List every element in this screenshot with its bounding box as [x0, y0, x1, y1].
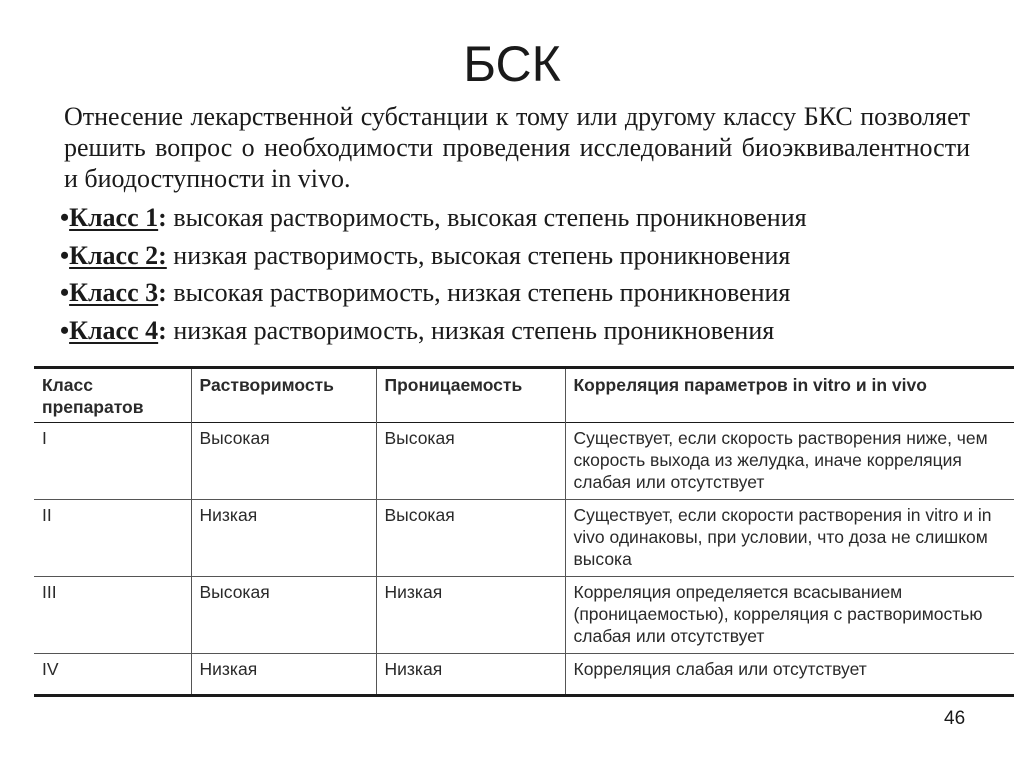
table-row: [34, 654, 1014, 695]
cell-solubility: Высокая: [191, 423, 376, 500]
class-colon: :: [158, 315, 167, 345]
bullet: •: [60, 240, 70, 270]
class-description: низкая растворимость, низкая степень проникновения: [166, 315, 775, 345]
list-item: [60, 199, 990, 237]
class-list: [60, 199, 990, 349]
class-colon: :: [158, 203, 167, 232]
cell-class: I: [34, 423, 191, 500]
header-permeability: Проницаемость: [376, 369, 565, 423]
list-item: [60, 274, 990, 312]
bullet: •: [60, 315, 70, 345]
class-label: Класс 4: [69, 315, 159, 345]
list-item: [60, 312, 990, 350]
header-correlation: Корреляция параметров in vitro и in vivo: [565, 369, 1014, 423]
cell-permeability: Низкая: [376, 654, 565, 695]
cell-class: III: [34, 577, 191, 654]
header-class: Класс препаратов: [42, 375, 144, 417]
class-colon: :: [158, 278, 167, 307]
class-label: Класс 1: [69, 203, 159, 232]
cell-permeability: Низкая: [376, 577, 565, 654]
bullet: •: [60, 278, 70, 307]
cell-permeability: Высокая: [376, 500, 565, 577]
cell-solubility: Высокая: [191, 577, 376, 654]
page-title: БСК: [463, 36, 561, 92]
cell-correlation: Существует, если скорость растворения ниже, чем скорость выхода из желудка, иначе корреляция слабая или отсутствует: [565, 423, 1014, 500]
cell-class: II: [34, 500, 191, 577]
class-description: высокая растворимость, высокая степень проникновения: [166, 203, 807, 232]
bcs-table-container: [34, 366, 1014, 697]
list-item: [60, 237, 990, 275]
cell-solubility: Низкая: [191, 654, 376, 695]
class-label: Класс 2:: [69, 240, 167, 270]
table-row: [34, 500, 1014, 577]
cell-permeability: Высокая: [376, 423, 565, 500]
cell-correlation: Корреляция определяется всасыванием (проницаемостью), корреляция с растворимостью слабая или отсутствует: [565, 577, 1014, 654]
cell-correlation: Корреляция слабая или отсутствует: [565, 654, 1014, 695]
page-number: 46: [944, 708, 966, 729]
table-row: [34, 577, 1014, 654]
class-description: высокая растворимость, низкая степень проникновения: [166, 278, 791, 307]
class-label: Класс 3: [69, 278, 159, 307]
table-row: [34, 423, 1014, 500]
cell-correlation: Существует, если скорости растворения in vitro и in vivo одинаковы, при условии, что доза не слишком высока: [565, 500, 1014, 577]
intro-paragraph: Отнесение лекарственной субстанции к тому или другому классу БКС позволяет решить вопрос о необходимости проведения исследований биоэквивалентности и биодоступности in vivo.: [64, 102, 970, 193]
header-solubility: Растворимость: [191, 369, 376, 423]
cell-solubility: Низкая: [191, 500, 376, 577]
class-description: низкая растворимость, высокая степень проникновения: [166, 240, 791, 270]
table-header-row: [34, 369, 1014, 423]
cell-class: IV: [34, 654, 191, 695]
bcs-table: [34, 369, 1014, 694]
bullet: •: [60, 203, 70, 232]
